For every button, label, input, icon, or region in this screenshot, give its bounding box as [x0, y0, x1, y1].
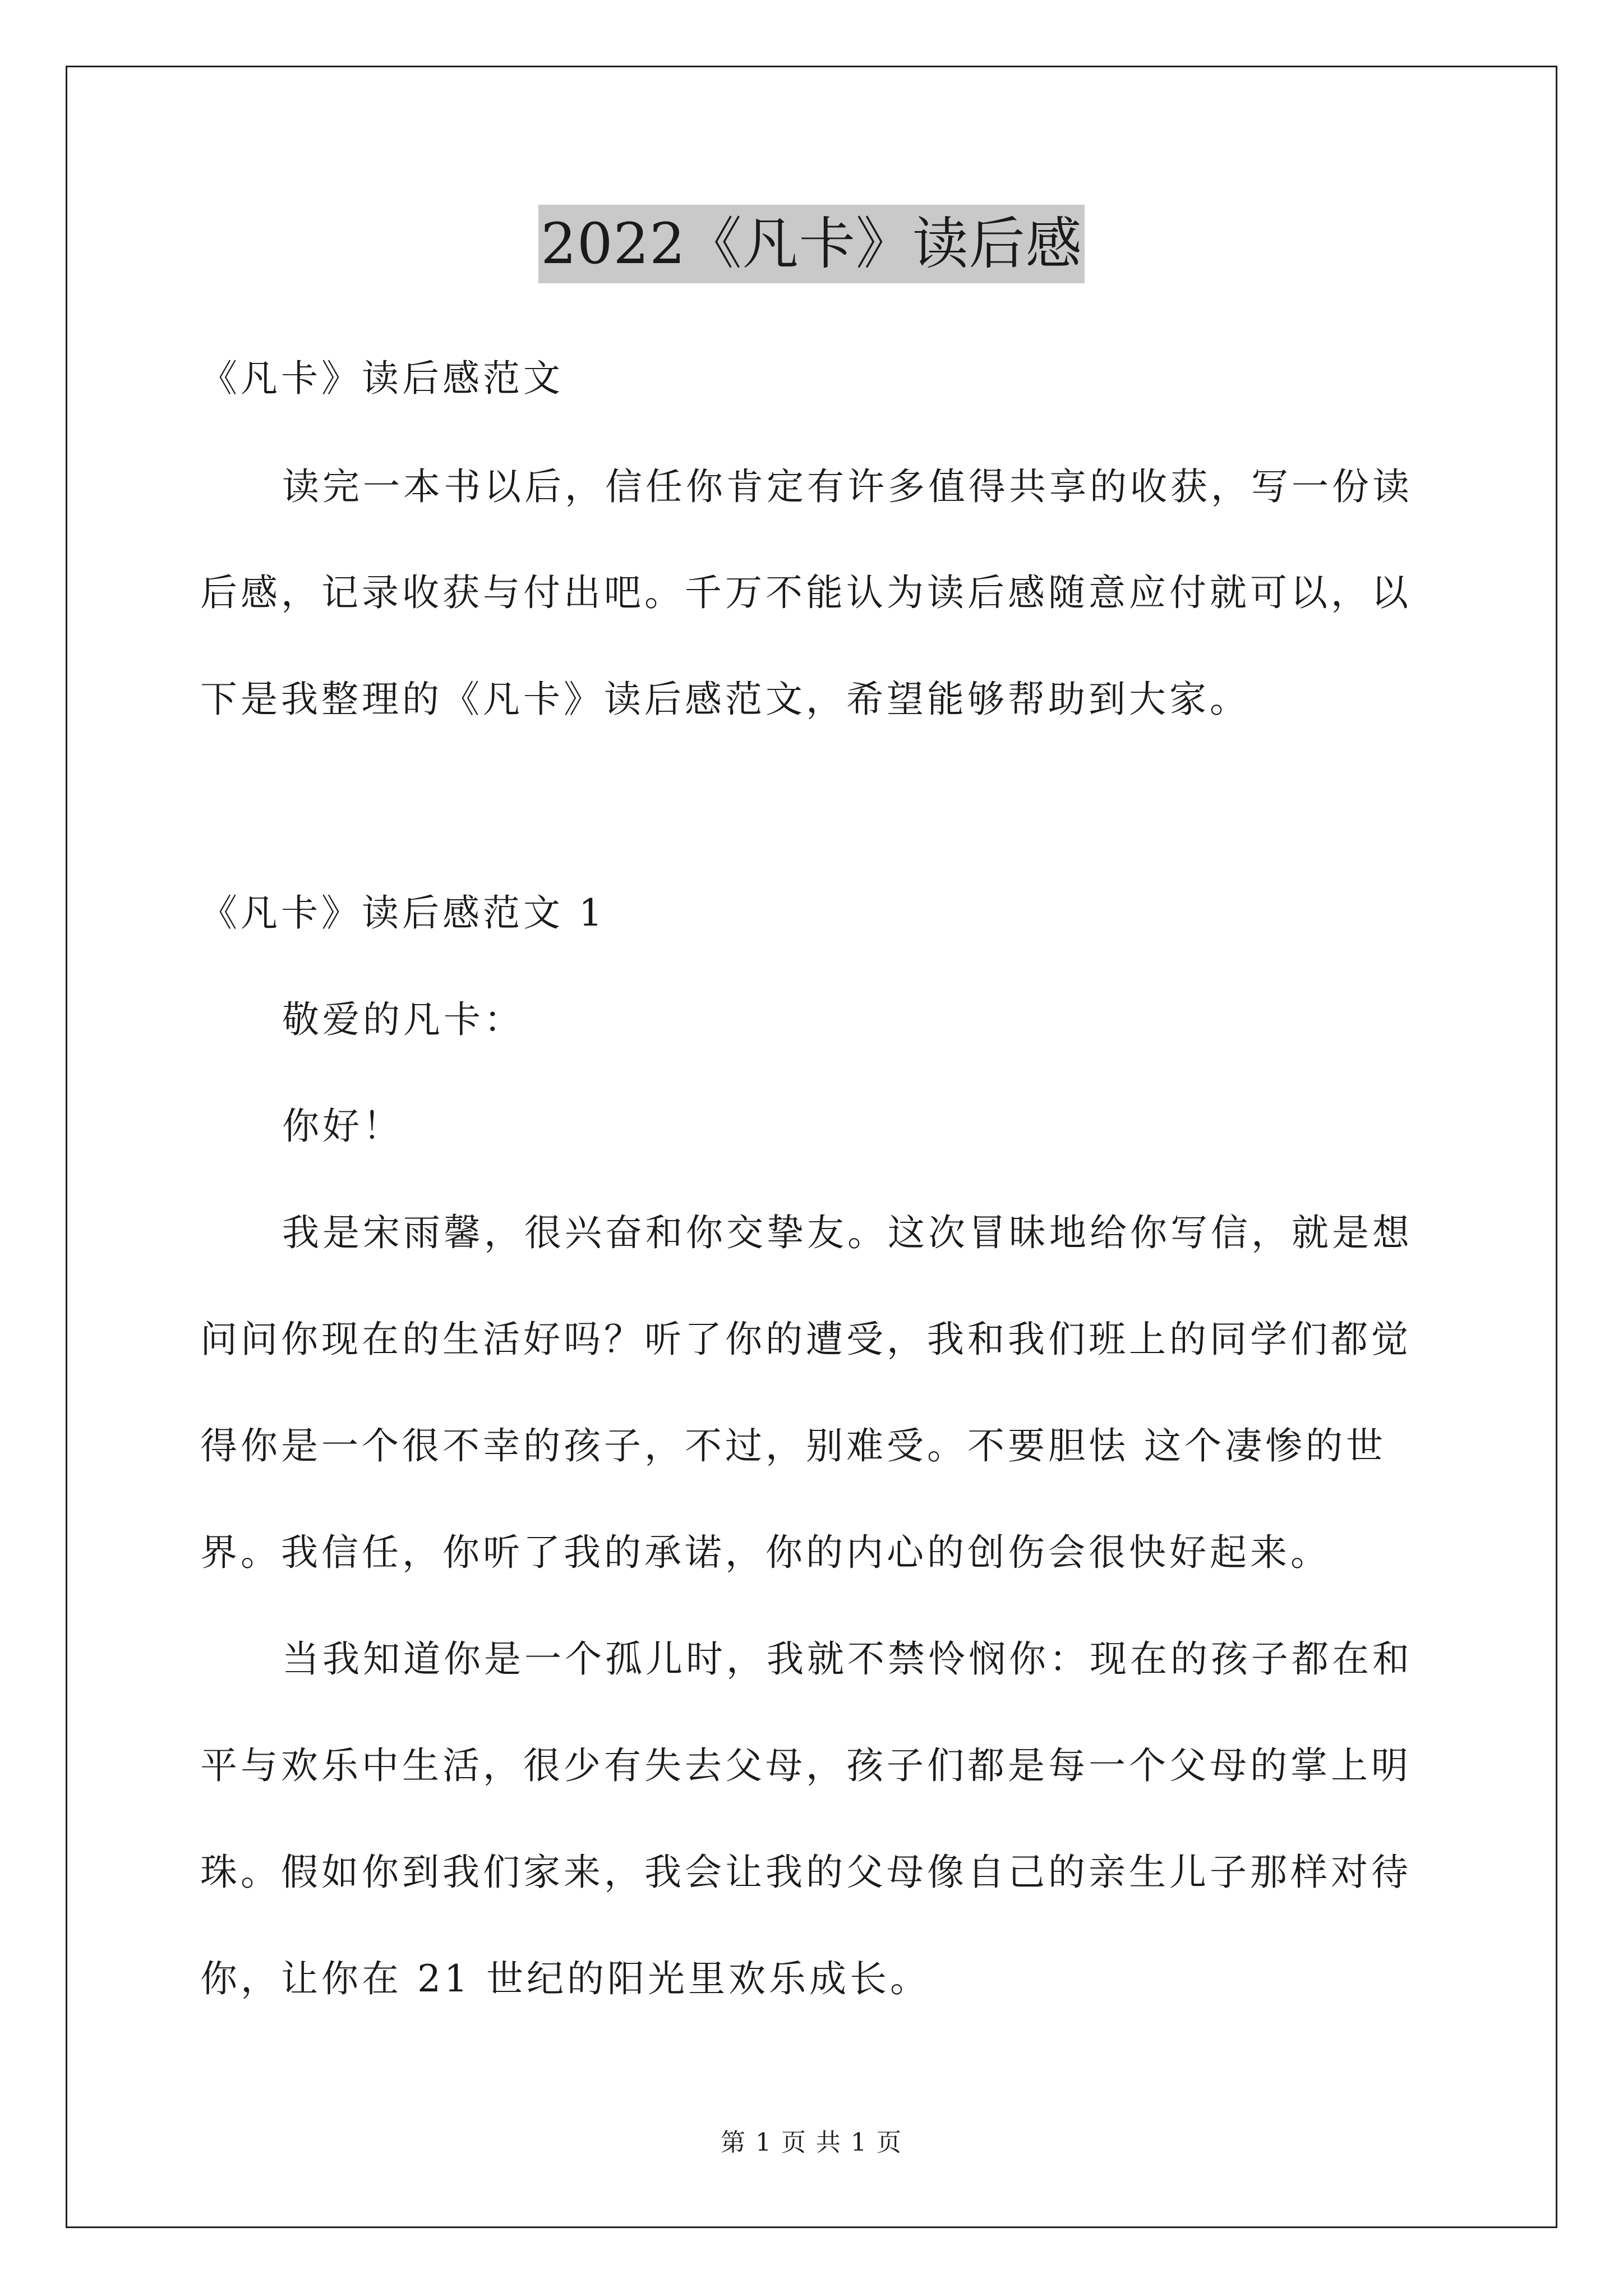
- paragraph-line: 你，让你在 21 世纪的阳光里欢乐成长。: [200, 1957, 930, 2000]
- section-heading: 《凡卡》读后感范文 1: [200, 891, 606, 935]
- page-footer: 第 1 页 共 1 页: [721, 2128, 902, 2157]
- paragraph-line: 界。我信任，你听了我的承诺，你的内心的创伤会很快好起来。: [200, 1531, 1331, 1574]
- greeting: 你好！: [282, 1105, 403, 1148]
- intro-line: 后感，记录收获与付出吧。千万不能认为读后感随意应付就可以，以: [200, 571, 1412, 614]
- paragraph-line: 得你是一个很不幸的孩子，不过，别难受。不要胆怯 这个凄惨的世: [200, 1424, 1386, 1467]
- document-title: 2022《凡卡》读后感: [538, 205, 1085, 283]
- title-container: [0, 205, 1623, 283]
- paragraph-line: 当我知道你是一个孤儿时，我就不禁怜悯你：现在的孩子都在和: [282, 1637, 1413, 1681]
- paragraph-line: 问问你现在的生活好吗？听了你的遭受，我和我们班上的同学们都觉: [200, 1318, 1412, 1361]
- paragraph-line: 平与欢乐中生活，很少有失去父母，孩子们都是每一个父母的掌上明: [200, 1744, 1412, 1787]
- intro-line: 读完一本书以后，信任你肯定有许多值得共享的收获，写一份读: [282, 465, 1413, 508]
- salutation: 敬爱的凡卡：: [282, 998, 524, 1041]
- paragraph-line: 珠。假如你到我们家来，我会让我的父母像自己的亲生儿子那样对待: [200, 1851, 1412, 1894]
- intro-line: 下是我整理的《凡卡》读后感范文，希望能够帮助到大家。: [200, 678, 1250, 721]
- subtitle: 《凡卡》读后感范文: [200, 357, 564, 400]
- paragraph-line: 我是宋雨馨，很兴奋和你交挚友。这次冒昧地给你写信，就是想: [282, 1211, 1413, 1254]
